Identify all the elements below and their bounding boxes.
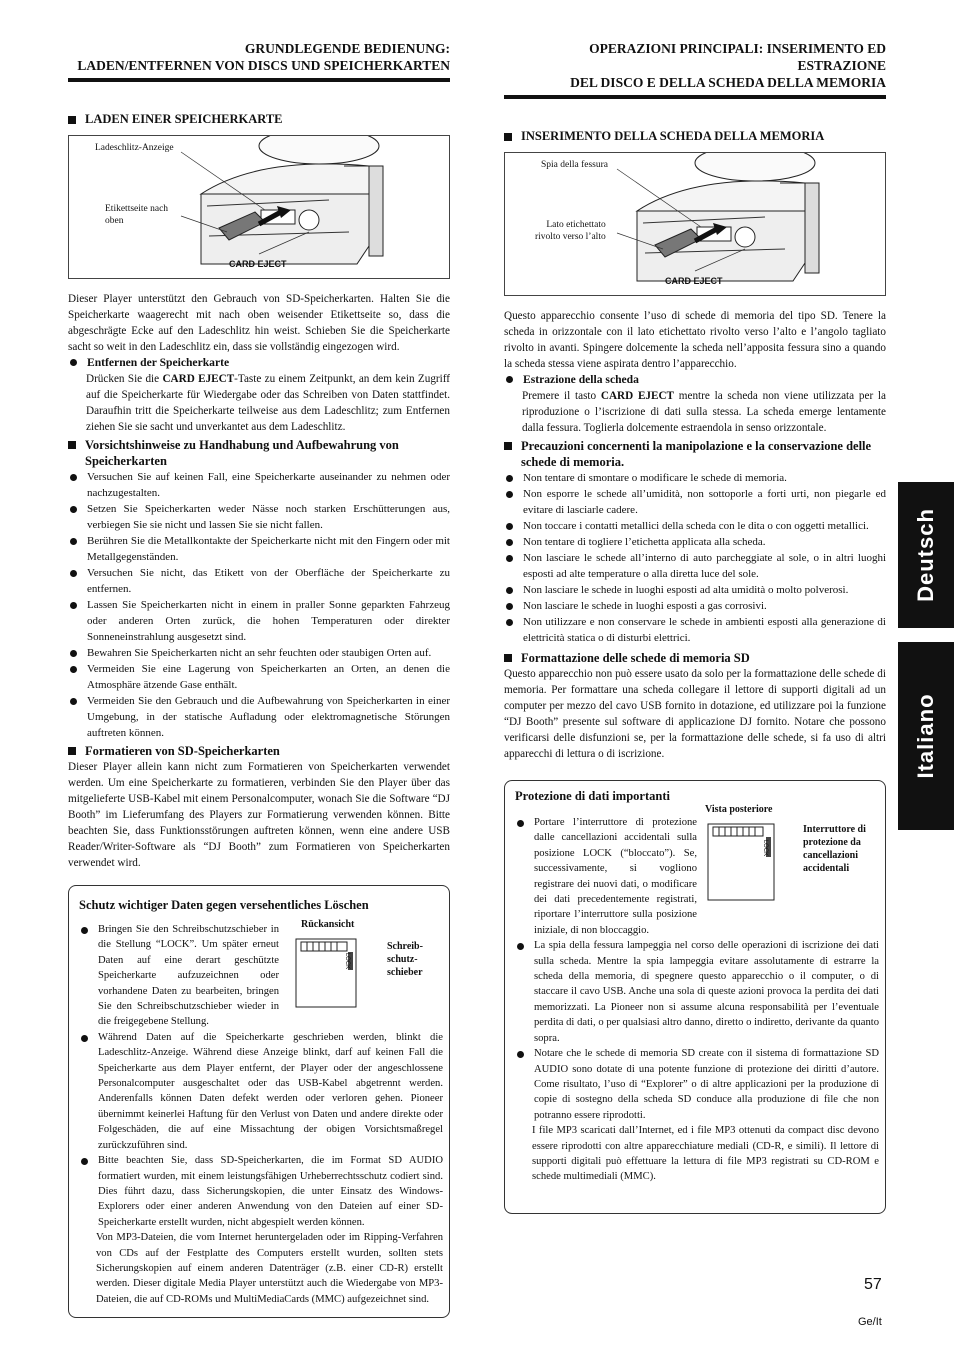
label-label-side: Lato etichettato rivolto verso l’alto	[535, 220, 606, 242]
remove-text: Drücken Sie die CARD EJECT-Taste zu einem Zeitpunkt, an dem kein Zugriff auf die Speicherkarte für Wiedergabe oder das Schreiben von Daten stattfindet. Daraufhin tritt die Speicherkarte teilweise aus dem Ladeschlitz; zum Entfernen ziehen Sie sie sacht und unverkantet aus dem Ladeschlitz.	[86, 373, 450, 433]
list-item: Versuchen Sie auf keinen Fall, eine Speicherkarte auseinander zu nehmen oder nachzugestalten.	[68, 469, 450, 501]
list-item: Versuchen Sie nicht, das Etikett von der Oberfläche der Speicherkarte zu entfernen.	[68, 565, 450, 597]
care-title: Vorsichtshinweise zu Handhabung und Aufbewahrung von Speicherkarten	[68, 437, 450, 469]
tab-italiano: Italiano	[898, 642, 954, 830]
remove-title: Estrazione della scheda	[504, 372, 886, 388]
rear-view-label: Rückansicht	[301, 919, 355, 930]
label-card-eject: CARD EJECT	[229, 259, 287, 269]
lock-label: LOCK	[762, 839, 769, 857]
protect-box-title: Schutz wichtiger Daten gegen versehentliches Löschen	[79, 898, 369, 912]
care-title: Precauzioni concernenti la manipolazione e la conservazione delle schede di memoria.	[504, 438, 886, 470]
tab-deutsch: Deutsch	[898, 482, 954, 628]
list-item: Non tentare di smontare o modificare le schede di memoria.	[504, 470, 886, 486]
protect-box	[68, 885, 450, 1318]
label-label-side: Etikettseite nach oben	[105, 204, 169, 226]
intro-text: Dieser Player unterstützt den Gebrauch von SD-Speicherkarten. Halten Sie die Speicherkarte waagerecht mit nach oben weisender Etikettseite so, dass die abgeschrägte Ecke auf den Ladeschlitz hin weist. Schieben Sie die Speicherkarte sacht so weit in den Ladeschlitz ein, dass sie vollständig eingezogen wird.	[68, 293, 450, 353]
list-item: Bewahren Sie Speicherkarten nicht an sehr feuchten oder staubigen Orten auf.	[68, 645, 450, 661]
list-item: Lassen Sie Speicherkarten nicht in einem in praller Sonne geparkten Fahrzeug oder anderen Orten zurück, die hohen Temperaturen oder direkter Sonneneinstrahlung ausgesetzt sind.	[68, 597, 450, 645]
protect-list	[79, 922, 443, 1307]
list-item: Non tentare di togliere l’etichetta applicata alla scheda.	[504, 534, 886, 550]
card-loading-figure	[504, 152, 886, 296]
list-item: Non lasciare le schede in luoghi esposti a gas corrosivi.	[504, 598, 886, 614]
list-item: Vermeiden Sie eine Lagerung von Speicherkarten an Orten, an denen die Atmosphäre ätzende Gase enthält.	[68, 661, 450, 693]
list-item: Non lasciare le schede all’interno di auto parcheggiate al sole, o in altri luoghi esposti ad alte temperature o alla diretta luce del sole.	[504, 550, 886, 582]
protect-list	[515, 815, 879, 1185]
list-item: Bringen Sie den Schreibschutzschieber in die Stellung “LOCK”. Um später erneut Daten auf eine derart geschützte Speicherkarte aufzuzeichnen oder vorhandene Daten zu bearbeiten, bringen Sie den Schreibschutzschieber wieder in die freigegebene Stellung.	[79, 922, 279, 1030]
card-loading-figure	[68, 135, 450, 279]
lock-label: LOCK	[344, 952, 351, 970]
switch-label: Schreib- schutz- schieber	[387, 941, 423, 978]
box-extra-text: Von MP3-Dateien, die vom Internet heruntergeladen oder im Ripping-Verfahren von CDs auf der Festplatte des Computers erstellt wurden, sollten stets Sicherungskopien auf einem anderen Datenträger (z.B. einer CD-R) erstellt werden. Dieser digitale Media Player unterstützt auch die Wiedergabe von MP3-Dateien, die auf CD-ROMs und MultiMediaCards (MMC) aufgezeichnet sind.	[96, 1232, 443, 1305]
label-slot-indicator: Ladeschlitz-Anzeige	[95, 143, 174, 153]
remove-text: Premere il tasto CARD EJECT mentre la scheda non viene utilizzata per la riproduzione o l’iscrizione di dati sulla stessa. La scheda emerge lentamente dalla fessura. Toglierla dolcemente estraendola in senso orizzontale.	[522, 390, 886, 434]
rear-view-label: Vista posteriore	[705, 804, 773, 815]
section-title: LADEN EINER SPEICHERKARTE	[68, 112, 450, 127]
section-title: INSERIMENTO DELLA SCHEDA DELLA MEMORIA	[504, 129, 886, 144]
header-rule	[68, 78, 450, 82]
list-item: Berühren Sie die Metallkontakte der Speicherkarte nicht mit den Fingern oder mit Metallgegenständen.	[68, 533, 450, 565]
label-card-eject: CARD EJECT	[665, 276, 723, 286]
page-header: OPERAZIONI PRINCIPALI: INSERIMENTO ED ESTRAZIONE DEL DISCO E DELLA SCHEDA DELLA MEMORIA	[570, 41, 886, 90]
list-item: Portare l’interruttore di protezione dalle cancellazioni accidentali sulla posizione LOCK (“bloccato”). Se, successivamente, si vogliono registrare dei nuovi dati, o modificare dei dati precedentemente registrati, riportare l’interruttore sulla posizione iniziale, di non bloccaggio.	[515, 815, 697, 938]
column-deutsch	[68, 40, 450, 1318]
protect-box-title: Protezione di dati importanti	[515, 789, 670, 803]
list-item: Setzen Sie Speicherkarten weder Nässe noch starken Erschütterungen aus, verbiegen Sie sie nicht und lassen Sie sie nicht fallen.	[68, 501, 450, 533]
page-number: 57	[864, 1276, 882, 1293]
list-item: Notare che le schede di memoria SD create con il sistema di formattazione SD AUDIO sono dotate di una potente funzione di protezione dei diritti d’autore. Come risultato, l’uso di “Explorer” o di altre applicazioni per la produzione di copie di sostegno della scheda SD conduce alla produzione di file che non potranno essere riprodotti.	[515, 1046, 879, 1123]
list-item: Während Daten auf die Speicherkarte geschrieben werden, blinkt die Ladeschlitz-Anzeige. Während diese Anzeige blinkt, darf auf keinen Fall die Speicherkarte aus dem Player entfernt, der Player oder der angeschlossene Personalcomputer ausgeschaltet oder das USB-Kabel abgetrennt werden. Anderenfalls können Daten defekt werden oder verloren gehen. Pioneer übernimmt keinerlei Haftung für den Verlust von Daten und andere direkte oder Folgeschäden, die auf eine Missachtung der obigen Vorsichtsmaßregel zurückzuführen sind.	[79, 1030, 443, 1153]
care-list	[68, 469, 450, 741]
list-item: Non esporre le schede all’umidità, non sottoporle a forti urti, non piegarle ed evitare di lasciarle cadere.	[504, 486, 886, 518]
list-item: La spia della fessura lampeggia nel corso delle operazioni di iscrizione dei dati sulla scheda. Mentre la spia lampeggia evitare assolutamente di estrarre la scheda della memoria, di spegnere questo apparecchio o il computer, o di staccare il cavo USB. Anche una sola di queste azioni provoca la perdita dei dati memorizzati. La Pioneer non si assume alcuna responsabilità per l’eventuale perdita di dati, o per qualsiasi altro danno, diretto o indiretto, derivante da quanto sopra.	[515, 938, 879, 1046]
format-text: Questo apparecchio non può essere usato da solo per la formattazione delle schede di memoria. Per formattare una scheda collegare il lettore di supporti digitali ad un computer per mezzo del cavo USB fornito in dotazione, ed utilizzare poi la funzione “DJ Booth” presente sul software di applicazione DJ fornito. Notare che possono verificarsi delle disfunzioni se, per la formattazione delle schede, si fa uso di altri apparecchi di lettura o di iscrizione.	[504, 668, 886, 760]
format-title: Formatieren von SD-Speicherkarten	[68, 743, 450, 759]
header-rule	[504, 95, 886, 99]
language-code: Ge/It	[858, 1316, 882, 1328]
remove-title: Entfernen der Speicherkarte	[68, 355, 450, 371]
list-item: Bitte beachten Sie, dass SD-Speicherkarten, die im Format SD AUDIO formatiert wurden, mit einem leistungsfähigen Urheberrechtsschutz codiert sind. Dies führt dazu, dass Sicherungskopien, die unter Einsatz des Windows-Explorers oder einer anderen Anwendung von den Dateien auf einer SD-Speicherkarte erstellt wurden, nicht abgespielt werden können.	[79, 1153, 443, 1230]
format-text: Dieser Player allein kann nicht zum Formatieren von Speicherkarten verwendet werden. Um eine Speicherkarte zu formatieren, verbinden Sie den Player über das mitgelieferte USB-Kabel mit einem Personalcomputer, wonach Sie die Software “DJ Booth” im Lieferumfang des Players zur Formatierung verwenden können. Bitte beachten Sie, dass Funktionsstörungen auftreten können, wenn eine andere USB Reader/Writer-Software als “DJ Booth” zum Formatieren von Speicherkarten verwendet wird.	[68, 761, 450, 869]
page-header: GRUNDLEGENDE BEDIENUNG: LADEN/ENTFERNEN VON DISCS UND SPEICHERKARTEN	[77, 41, 450, 73]
column-italiano	[504, 40, 886, 1214]
intro-text: Questo apparecchio consente l’uso di schede di memoria del tipo SD. Tenere la scheda in orizzontale con il lato etichettato rivolto verso l’alto e l’angolo tagliato rivolto in avanti. Spingere dolcemente la scheda nell’apposita fessura sino a quando la scheda stessa viene aspirata dentro l’apparecchio.	[504, 310, 886, 370]
list-item: Non lasciare le schede in luoghi esposti ad alta umidità o molto polverosi.	[504, 582, 886, 598]
care-list	[504, 470, 886, 646]
label-slot-indicator: Spia della fessura	[541, 160, 609, 170]
list-item: Non toccare i contatti metallici della scheda con le dita o con oggetti metallici.	[504, 518, 886, 534]
list-item: Vermeiden Sie den Gebrauch und die Aufbewahrung von Speicherkarten in einer Umgebung, in der statische Aufladung oder elektromagnetische Störungen auftreten können.	[68, 693, 450, 741]
box-extra-text: I file MP3 scaricati dall’Internet, ed i file MP3 ottenuti da compact disc devono essere riprodotti con altre apparecchiature mediali (CD-R, e simili). Il lettore di supporti digitali può effettuare la lettura di file MP3 registrati su CD-ROM e schede multimediali (MMC).	[532, 1125, 879, 1183]
switch-label: Interruttore di protezione da cancellazioni accidentali	[803, 824, 866, 874]
format-title: Formattazione delle schede di memoria SD	[504, 650, 886, 666]
list-item: Non utilizzare e non conservare le schede in ambienti esposti alla generazione di elettricità statica o di disturbi elettrici.	[504, 614, 886, 646]
protect-box	[504, 780, 886, 1214]
